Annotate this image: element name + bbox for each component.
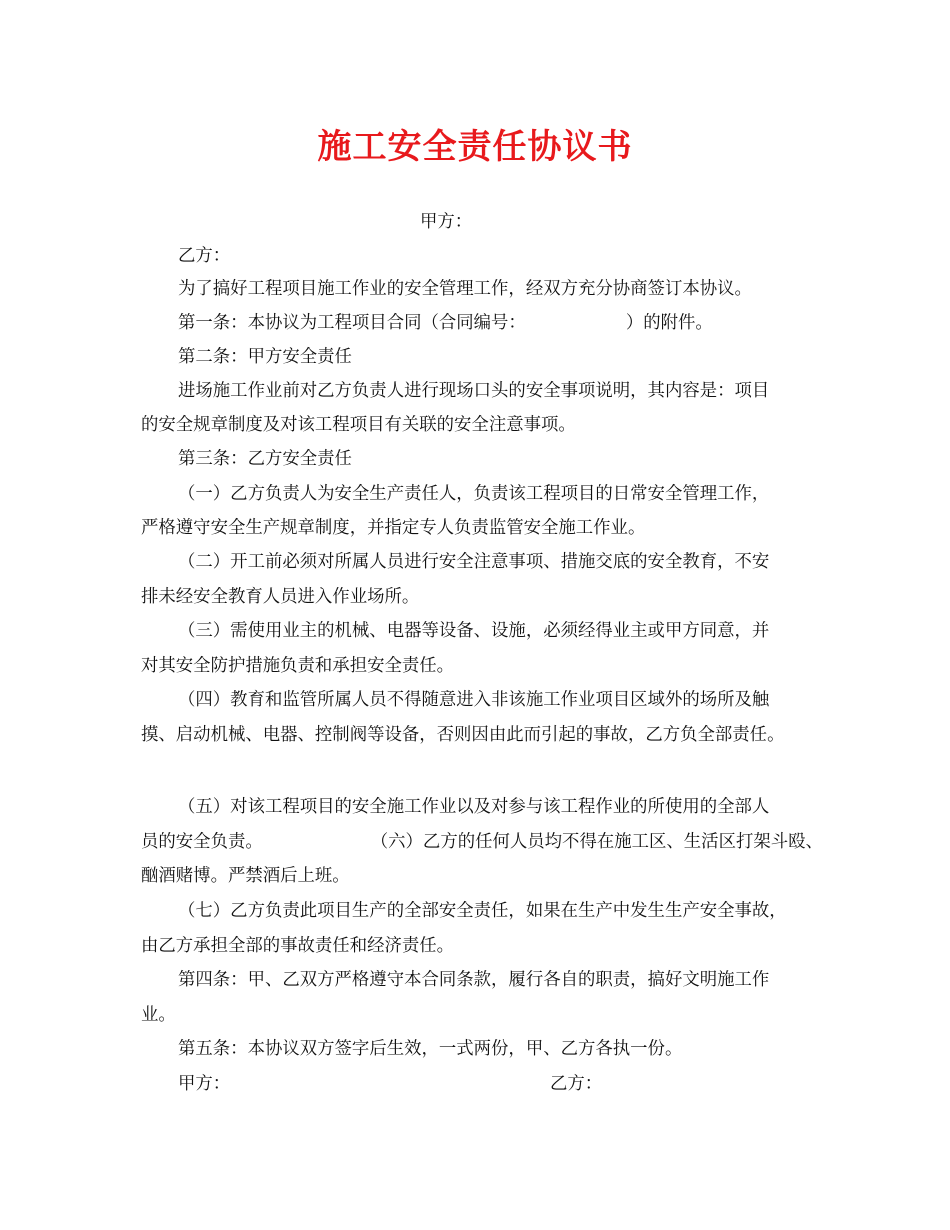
signature-party-b: 乙方： xyxy=(550,1074,603,1094)
item-1-line-2: 严格遵守安全生产规章制度，并指定专人负责监管安全施工作业。 xyxy=(141,518,646,538)
item-1-line-1: （一）乙方负责人为安全生产责任人，负责该工程项目的日常安全管理工作， xyxy=(178,484,770,504)
article-2-heading: 第二条：甲方安全责任 xyxy=(178,347,352,367)
item-5-6-line xyxy=(141,829,823,855)
item-5-line-2: 员的安全负责。 xyxy=(141,832,263,852)
intro-paragraph: 为了搞好工程项目施工作业的安全管理工作，经双方充分协商签订本协议。 xyxy=(178,279,752,299)
item-2-line-1: （二）开工前必须对所属人员进行安全注意事项、措施交底的安全教育，不安 xyxy=(178,552,770,572)
document-title: 施工安全责任协议书 xyxy=(317,127,633,167)
signature-party-a: 甲方： xyxy=(178,1074,231,1094)
item-7-line-2: 由乙方承担全部的事故责任和经济责任。 xyxy=(141,936,455,956)
item-3-line-2: 对其安全防护措施负责和承担安全责任。 xyxy=(141,656,455,676)
item-4-line-1: （四）教育和监管所属人员不得随意进入非该施工作业项目区域外的场所及触 xyxy=(178,690,770,710)
item-6-line-1: （六）乙方的任何人员均不得在施工区、生活区打架斗殴、 xyxy=(370,832,823,852)
party-a-header: 甲方： xyxy=(420,212,473,232)
article-3-heading: 第三条：乙方安全责任 xyxy=(178,449,352,469)
party-b-header: 乙方： xyxy=(178,246,231,266)
article-1-text-after: ）的附件。 xyxy=(625,313,713,333)
item-4-line-2: 摸、启动机械、电器、控制阀等设备，否则因由此而引起的事故，乙方负全部责任。 xyxy=(141,725,785,745)
item-3-line-1: （三）需使用业主的机械、电器等设备、设施，必须经得业主或甲方同意，并 xyxy=(178,621,770,641)
item-5-line-1: （五）对该工程项目的安全施工作业以及对参与该工程作业的所使用的全部人 xyxy=(178,797,770,817)
article-5: 第五条：本协议双方签字后生效，一式两份，甲、乙方各执一份。 xyxy=(178,1039,683,1059)
article-2-line-1: 进场施工作业前对乙方负责人进行现场口头的安全事项说明，其内容是：项目 xyxy=(178,381,770,401)
item-2-line-2: 排未经安全教育人员进入作业场所。 xyxy=(141,587,420,607)
article-4-line-1: 第四条：甲、乙双方严格遵守本合同条款，履行各自的职责，搞好文明施工作 xyxy=(178,970,770,990)
item-6-line-2: 酗酒赌博。严禁酒后上班。 xyxy=(141,866,350,886)
article-1 xyxy=(178,310,713,336)
item-7-line-1: （七）乙方负责此项目生产的全部安全责任，如果在生产中发生生产安全事故， xyxy=(178,901,787,921)
article-4-line-2: 业。 xyxy=(141,1005,176,1025)
article-1-text-before: 第一条：本协议为工程项目合同（合同编号： xyxy=(178,313,526,333)
article-2-line-2: 的安全规章制度及对该工程项目有关联的安全注意事项。 xyxy=(141,415,576,435)
